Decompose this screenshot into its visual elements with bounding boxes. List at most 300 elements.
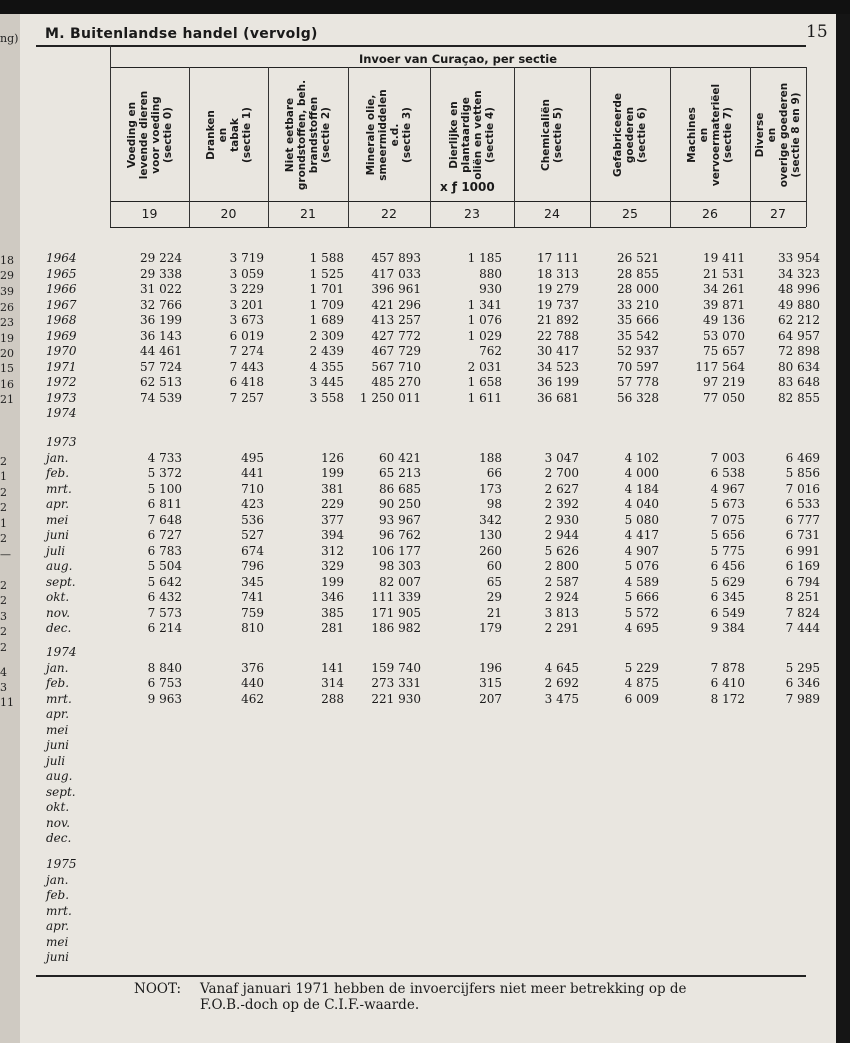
left-margin-strip: [0, 14, 22, 1043]
table-cell: 70 597: [617, 359, 659, 374]
table-cell: 1 689: [309, 313, 344, 327]
table-cell: 2 587: [544, 574, 579, 589]
table-cell: 221 930: [371, 691, 421, 706]
month-label: nov.: [46, 605, 71, 620]
margin-number: 39: [0, 285, 14, 298]
year-label: 1968: [46, 313, 77, 327]
year-label: 1971: [46, 359, 77, 374]
table-cell: 3 719: [229, 251, 264, 265]
month-label: dec.: [46, 831, 72, 845]
table-cell: 4 184: [624, 481, 659, 496]
table-cell: 62 513: [140, 375, 182, 389]
column-heading-line: Machines: [686, 107, 698, 163]
table-cell: 28 000: [617, 282, 659, 296]
table-cell: 273 331: [371, 676, 421, 690]
table-cell: 345: [241, 574, 264, 589]
table-cell: 72 898: [778, 344, 820, 358]
table-cell: 567 710: [371, 359, 421, 374]
month-label: jan.: [46, 872, 69, 887]
table-cell: 1 611: [467, 390, 502, 405]
table-cell: 9 384: [710, 621, 745, 635]
margin-number: 3: [0, 610, 7, 623]
column-heading-line: smeermiddelen: [377, 89, 389, 181]
column-heading: [517, 70, 587, 200]
table-cell: 5 372: [147, 466, 182, 480]
table-cell: 7 443: [229, 359, 264, 374]
table-cell: 49 880: [778, 297, 820, 312]
margin-number: 2: [0, 455, 7, 468]
year-heading: 1975: [46, 857, 77, 871]
column-number: 26: [702, 206, 718, 221]
table-cell: 5 572: [624, 605, 659, 620]
column-heading-line: (sectie 0): [161, 107, 174, 163]
table-cell: 6 731: [785, 528, 820, 542]
table-cell: 6 418: [229, 375, 264, 389]
table-cell: 3 813: [544, 605, 579, 620]
table-cell: 19 737: [537, 297, 579, 312]
margin-number: 2: [0, 594, 7, 607]
year-label: 1973: [46, 390, 77, 405]
table-cell: 421 296: [371, 297, 421, 312]
column-heading-line: Gefabriceerde: [612, 93, 624, 177]
margin-number: 19: [0, 332, 14, 345]
table-cell: 6 214: [147, 621, 182, 635]
table-cell: 7 003: [710, 450, 745, 465]
table-cell: 346: [321, 590, 344, 604]
column-heading-line: (sectie 4): [484, 107, 496, 163]
month-label: mei: [46, 722, 69, 737]
table-cell: 6 009: [624, 691, 659, 706]
month-label: apr.: [46, 707, 70, 721]
column-heading-line: goederen: [624, 106, 636, 164]
table-cell: 8 251: [785, 590, 820, 604]
table-cell: 7 257: [229, 390, 264, 405]
year-label: 1967: [46, 297, 77, 312]
table-cell: 1 709: [309, 297, 344, 312]
table-cell: 33 954: [778, 251, 820, 265]
table-cell: 4 040: [624, 497, 659, 511]
table-cell: 77 050: [703, 390, 745, 405]
table-cell: 28 855: [617, 266, 659, 281]
table-cell: 98 303: [379, 559, 421, 573]
table-cell: 527: [241, 528, 264, 542]
year-heading: 1973: [46, 435, 77, 449]
column-heading-line: (sectie 3): [401, 107, 413, 163]
table-cell: 2 800: [544, 559, 579, 573]
table-cell: 4 907: [624, 543, 659, 558]
table-cell: 762: [479, 344, 502, 358]
month-label: nov.: [46, 815, 71, 830]
margin-number: 16: [0, 378, 14, 391]
month-label: juni: [46, 528, 70, 542]
table-cell: 2 309: [309, 328, 344, 343]
margin-number: 20: [0, 347, 14, 360]
table-cell: 21 531: [703, 266, 745, 281]
table-cell: 6 169: [785, 559, 820, 573]
table-cell: 173: [479, 481, 502, 496]
table-cell: 44 461: [140, 344, 182, 358]
table-cell: 48 996: [778, 282, 820, 296]
table-cell: 5 100: [147, 481, 182, 496]
column-heading-line: en: [766, 127, 778, 143]
month-label: aug.: [46, 769, 73, 783]
table-cell: 485 270: [371, 375, 421, 389]
column-number: 21: [300, 206, 316, 221]
table-cell: 33 210: [617, 297, 659, 312]
table-cell: 117 564: [695, 359, 745, 374]
column-separator: [430, 67, 431, 227]
table-cell: 186 982: [371, 621, 421, 635]
table-cell: 427 772: [371, 328, 421, 343]
table-cell: 2 944: [544, 528, 579, 542]
table-cell: 3 229: [229, 282, 264, 296]
column-heading-line: Chemicaliën: [540, 99, 552, 171]
year-label: 1966: [46, 282, 77, 296]
table-cell: 60: [486, 559, 502, 573]
table-cell: 495: [241, 450, 264, 465]
column-number-rule-top: [110, 201, 806, 202]
table-cell: 7 016: [785, 481, 820, 496]
column-heading-line: (sectie 5): [552, 107, 564, 163]
table-cell: 3 558: [309, 390, 344, 405]
month-label: feb.: [46, 676, 70, 690]
column-heading: [595, 70, 665, 200]
table-cell: 8 840: [147, 660, 182, 675]
column-separator: [110, 45, 111, 227]
column-heading: [273, 70, 343, 200]
month-label: sept.: [46, 574, 76, 589]
table-cell: 9 963: [147, 691, 182, 706]
table-cell: 36 681: [537, 390, 579, 405]
table-cell: 5 775: [710, 543, 745, 558]
table-cell: 5 642: [147, 574, 182, 589]
table-cell: 52 937: [617, 344, 659, 358]
table-cell: 413 257: [371, 313, 421, 327]
table-cell: 880: [479, 266, 502, 281]
margin-number: 21: [0, 393, 14, 406]
table-cell: 171 905: [371, 605, 421, 620]
month-label: juni: [46, 738, 70, 752]
month-label: okt.: [46, 590, 70, 604]
column-heading-line: Voeding en: [125, 101, 138, 169]
table-cell: 126: [321, 450, 344, 465]
margin-number: 1: [0, 470, 7, 483]
column-number: 20: [220, 206, 237, 221]
column-heading-line: en: [216, 127, 229, 143]
table-cell: 314: [321, 676, 344, 690]
table-cell: 17 111: [537, 251, 579, 265]
table-cell: 281: [321, 621, 344, 635]
table-group-title: Invoer van Curaçao, per sectie: [358, 52, 558, 66]
table-cell: 29 224: [140, 251, 182, 265]
table-cell: 1 341: [467, 297, 502, 312]
column-heading-line: e.d.: [389, 123, 401, 147]
column-separator: [670, 67, 671, 227]
table-cell: 4 967: [710, 481, 745, 496]
table-cell: 457 893: [371, 251, 421, 265]
column-heading-line: levende dieren: [137, 90, 150, 180]
table-cell: 440: [241, 676, 264, 690]
table-cell: 810: [241, 621, 264, 635]
column-number: 27: [770, 206, 786, 221]
table-cell: 6 469: [785, 450, 820, 465]
column-heading-line: voor voeding: [149, 96, 162, 174]
table-cell: 462: [241, 691, 264, 706]
margin-number: 23: [0, 316, 14, 329]
table-cell: 6 019: [229, 328, 264, 343]
margin-number: ng): [0, 32, 19, 45]
column-heading-line: plantaardige: [460, 97, 472, 173]
table-cell: 1 701: [309, 282, 344, 296]
table-cell: 2 291: [544, 621, 579, 635]
table-cell: 6 753: [147, 676, 182, 690]
month-label: okt.: [46, 800, 70, 814]
month-label: jan.: [46, 660, 69, 675]
table-cell: 130: [479, 528, 502, 542]
table-cell: 5 076: [624, 559, 659, 573]
table-cell: 6 533: [785, 497, 820, 511]
table-cell: 4 645: [544, 660, 579, 675]
table-cell: 3 059: [229, 266, 264, 281]
table-cell: 6 456: [710, 559, 745, 573]
month-label: juli: [46, 543, 66, 558]
table-cell: 39 871: [703, 297, 745, 312]
month-label: mei: [46, 934, 69, 949]
table-cell: 741: [241, 590, 264, 604]
page-edge-shadow: [836, 14, 850, 1043]
column-heading-line: (sectie 8 en 9): [790, 92, 802, 178]
table-cell: 199: [321, 466, 344, 480]
margin-number: 26: [0, 301, 14, 314]
month-label: feb.: [46, 888, 70, 902]
table-cell: 159 740: [371, 660, 421, 675]
margin-number: 18: [0, 254, 14, 267]
table-cell: 8 172: [710, 691, 745, 706]
column-heading: [743, 70, 813, 200]
table-cell: 35 542: [617, 328, 659, 343]
table-cell: 1 250 011: [359, 390, 421, 405]
table-cell: 111 339: [371, 590, 421, 604]
month-label: mrt.: [46, 481, 72, 496]
table-cell: 188: [479, 450, 502, 465]
table-cell: 57 724: [140, 359, 182, 374]
month-label: dec.: [46, 621, 72, 635]
year-label: 1965: [46, 266, 77, 281]
table-cell: 90 250: [379, 497, 421, 511]
table-cell: 21 892: [537, 313, 579, 327]
month-label: feb.: [46, 466, 70, 480]
column-heading-line: (sectie 7): [722, 107, 734, 163]
table-cell: 7 274: [229, 344, 264, 358]
month-label: mei: [46, 512, 69, 527]
table-cell: 7 573: [147, 605, 182, 620]
month-label: juli: [46, 753, 66, 768]
month-label: mrt.: [46, 903, 72, 918]
table-cell: 342: [479, 512, 502, 527]
table-cell: 4 102: [624, 450, 659, 465]
table-cell: 6 783: [147, 543, 182, 558]
group-title-rule: [110, 67, 806, 68]
month-label: sept.: [46, 784, 76, 799]
margin-number: 1: [0, 517, 7, 530]
margin-number: 2: [0, 579, 7, 592]
column-number: 25: [622, 206, 638, 221]
margin-number: 3: [0, 681, 7, 694]
table-bottom-rule: [36, 975, 806, 977]
table-cell: 7 824: [785, 605, 820, 620]
margin-number: 2: [0, 641, 7, 654]
table-cell: 29 338: [140, 266, 182, 281]
margin-number: 11: [0, 696, 14, 709]
table-cell: 1 076: [467, 313, 502, 327]
table-cell: 3 673: [229, 313, 264, 327]
table-cell: 60 421: [379, 450, 421, 465]
page-title: M. Buitenlandse handel (vervolg): [45, 26, 318, 42]
table-cell: 396 961: [371, 282, 421, 296]
margin-number: —: [0, 548, 11, 561]
table-cell: 6 811: [147, 497, 182, 511]
table-cell: 62 212: [778, 313, 820, 327]
table-cell: 32 766: [140, 297, 182, 312]
table-cell: 53 070: [703, 328, 745, 343]
table-cell: 36 199: [140, 313, 182, 327]
table-cell: 930: [479, 282, 502, 296]
margin-number: 29: [0, 269, 14, 282]
table-cell: 4 733: [147, 450, 182, 465]
column-separator: [590, 67, 591, 227]
table-cell: 31 022: [140, 282, 182, 296]
column-number: 22: [381, 206, 397, 221]
table-cell: 96 762: [379, 528, 421, 542]
unit-label: x ƒ 1000: [440, 180, 495, 194]
table-cell: 86 685: [379, 481, 421, 496]
table-cell: 6 345: [710, 590, 745, 604]
column-heading-line: Niet eetbare: [284, 97, 296, 173]
table-cell: 6 727: [147, 528, 182, 542]
column-heading-line: Diverse: [754, 112, 766, 158]
column-separator: [268, 67, 269, 227]
column-heading-line: Dierlijke en: [448, 101, 460, 169]
column-heading-line: vervoermateriëel: [710, 83, 722, 187]
table-cell: 5 856: [785, 466, 820, 480]
column-heading: [115, 70, 185, 200]
column-number-rule-bottom: [110, 227, 806, 228]
table-cell: 34 261: [703, 282, 745, 296]
table-cell: 6 777: [785, 512, 820, 527]
table-cell: 36 199: [537, 375, 579, 389]
table-cell: 7 444: [785, 621, 820, 635]
margin-number: 2: [0, 532, 7, 545]
year-heading: 1974: [46, 645, 77, 659]
table-cell: 82 007: [379, 574, 421, 589]
column-number: 19: [141, 206, 158, 221]
table-cell: 288: [321, 691, 344, 706]
column-heading-line: (sectie 6): [636, 107, 648, 163]
column-separator: [189, 67, 190, 227]
table-cell: 2 031: [467, 359, 502, 374]
table-cell: 417 033: [371, 266, 421, 281]
table-cell: 179: [479, 621, 502, 635]
table-cell: 3 201: [229, 297, 264, 312]
table-cell: 2 700: [544, 466, 579, 480]
table-cell: 1 525: [309, 266, 344, 281]
table-cell: 98: [486, 497, 502, 511]
margin-number: 15: [0, 362, 14, 375]
table-cell: 315: [479, 676, 502, 690]
table-cell: 36 143: [140, 328, 182, 343]
column-number: 24: [544, 206, 560, 221]
table-cell: 19 279: [537, 282, 579, 296]
table-cell: 1 185: [467, 251, 502, 265]
table-cell: 49 136: [703, 313, 745, 327]
table-cell: 5 629: [710, 574, 745, 589]
table-cell: 6 432: [147, 590, 182, 604]
table-cell: 6 794: [785, 574, 820, 589]
month-label: mrt.: [46, 691, 72, 706]
year-label: 1972: [46, 375, 77, 389]
table-cell: 3 445: [309, 375, 344, 389]
table-cell: 75 657: [703, 344, 745, 358]
table-cell: 64 957: [778, 328, 820, 343]
margin-number: 2: [0, 501, 7, 514]
table-cell: 3 475: [544, 691, 579, 706]
table-cell: 4 875: [624, 676, 659, 690]
column-heading-line: overige goederen: [778, 82, 790, 188]
table-cell: 19 411: [703, 251, 745, 265]
year-label: 1964: [46, 251, 77, 265]
month-label: aug.: [46, 559, 73, 573]
table-cell: 710: [241, 481, 264, 496]
table-cell: 329: [321, 559, 344, 573]
page-number: 15: [806, 22, 828, 42]
table-cell: 66: [486, 466, 502, 480]
table-cell: 4 589: [624, 574, 659, 589]
table-cell: 5 666: [624, 590, 659, 604]
column-heading-line: oliën en vetten: [472, 90, 484, 180]
table-cell: 207: [479, 691, 502, 706]
header-rule: [36, 45, 806, 47]
table-cell: 394: [321, 528, 344, 542]
margin-number: 4: [0, 666, 7, 679]
month-label: jan.: [46, 450, 69, 465]
table-cell: 423: [241, 497, 264, 511]
table-cell: 6 538: [710, 466, 745, 480]
table-cell: 80 634: [778, 359, 820, 374]
column-heading-line: tabak: [228, 118, 241, 152]
table-cell: 106 177: [371, 543, 421, 558]
table-cell: 312: [321, 543, 344, 558]
table-cell: 5 295: [785, 660, 820, 675]
table-cell: 57 778: [617, 375, 659, 389]
table-cell: 29: [486, 590, 502, 604]
table-cell: 260: [479, 543, 502, 558]
table-cell: 7 075: [710, 512, 745, 527]
table-cell: 3 047: [544, 450, 579, 465]
table-cell: 35 666: [617, 313, 659, 327]
table-cell: 30 417: [537, 344, 579, 358]
column-separator: [348, 67, 349, 227]
table-cell: 381: [321, 481, 344, 496]
table-cell: 4 417: [624, 528, 659, 542]
year-label: 1974: [46, 406, 77, 420]
month-label: juni: [46, 950, 70, 964]
table-cell: 56 328: [617, 390, 659, 405]
table-cell: 34 323: [778, 266, 820, 281]
table-cell: 759: [241, 605, 264, 620]
column-heading: [354, 70, 424, 200]
table-cell: 674: [241, 543, 264, 558]
table-cell: 6 410: [710, 676, 745, 690]
